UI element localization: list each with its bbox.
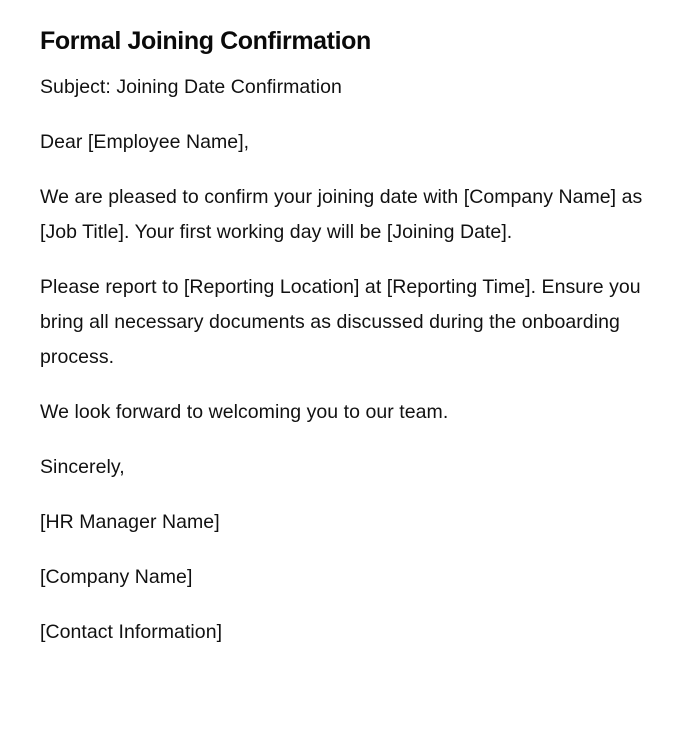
closing: Sincerely, <box>40 456 125 478</box>
signature-contact: [Contact Information] <box>40 621 223 643</box>
body-paragraph-reporting: Please report to [Reporting Location] at [Reporting Time]. Ensure you bring all necessary documents as discussed during the onboarding process. <box>40 276 641 368</box>
body-paragraph-welcome: We look forward to welcoming you to our team. <box>40 401 449 423</box>
salutation: Dear [Employee Name], <box>40 131 250 153</box>
subject-line: Subject: Joining Date Confirmation <box>40 76 342 98</box>
document-title: Formal Joining Confirmation <box>40 27 371 55</box>
signature-company: [Company Name] <box>40 566 193 588</box>
signature-name: [HR Manager Name] <box>40 511 220 533</box>
body-paragraph-confirmation: We are pleased to confirm your joining date with [Company Name] as [Job Title]. Your first working day will be [Joining Date]. <box>40 186 643 243</box>
